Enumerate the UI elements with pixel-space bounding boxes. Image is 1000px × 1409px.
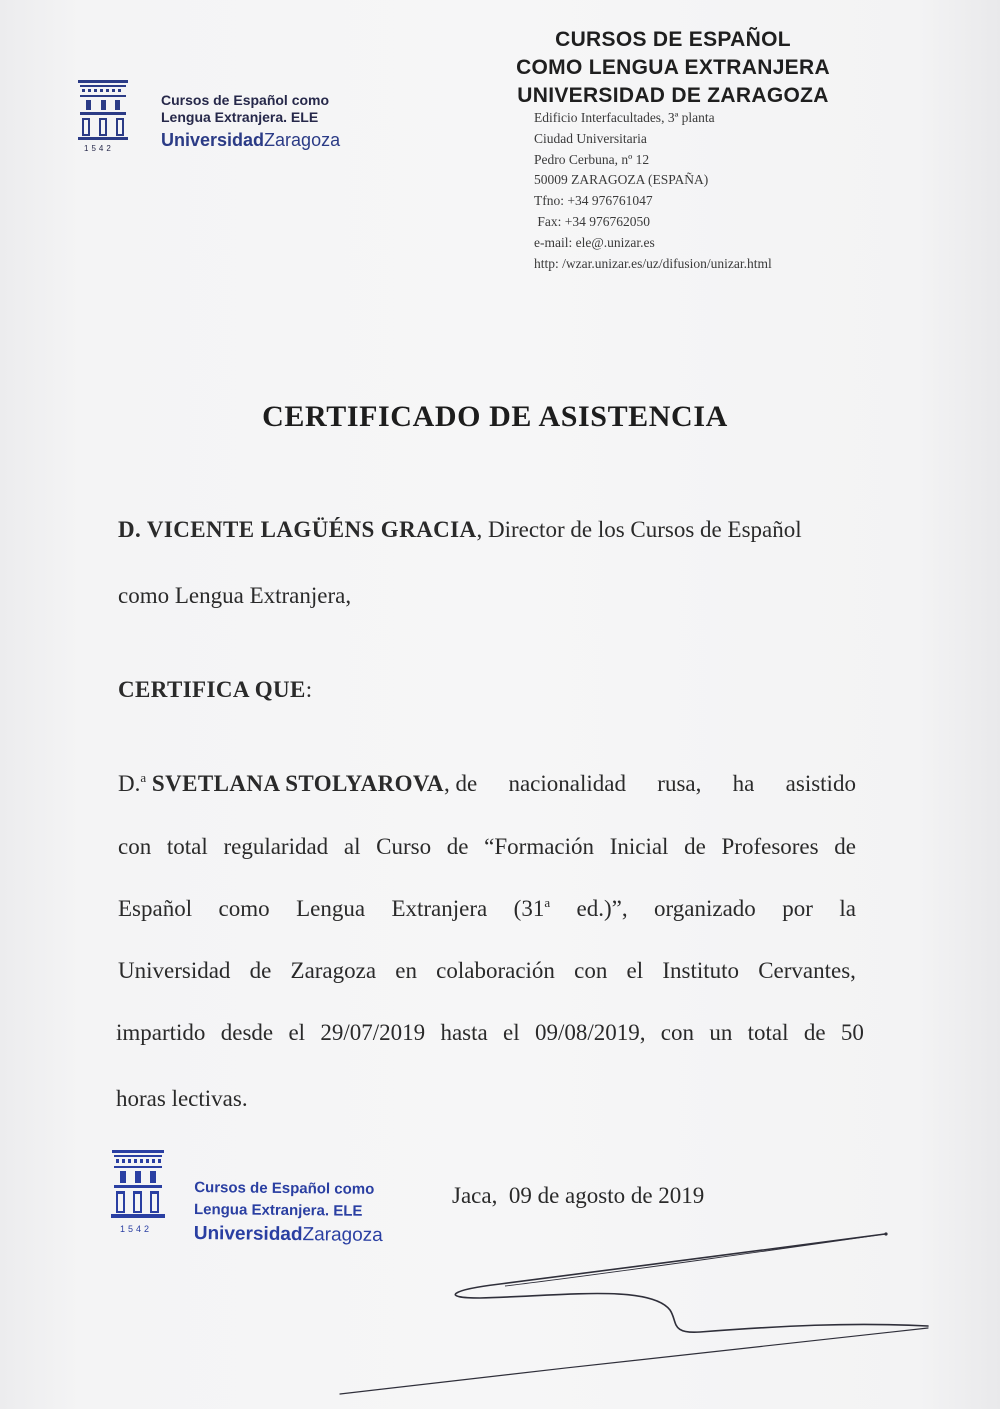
address-line: Ciudad Universitaria xyxy=(534,130,647,146)
issue-date: Jaca, 09 de agosto de 2019 xyxy=(452,1183,705,1208)
stamp-line-1: Cursos de Español como xyxy=(194,1179,375,1198)
url-line: http: /wzar.unizar.es/uz/difusion/unizar.html xyxy=(534,255,772,271)
body-line-2: con total regularidad al Curso de “Formación Inicial de Profesores de xyxy=(118,834,856,859)
stamp-year: 1542 xyxy=(120,1224,153,1234)
stamp-line-2: Lengua Extranjera. ELE xyxy=(193,1201,363,1220)
header-line-2: COMO LENGUA EXTRANJERA xyxy=(516,56,830,79)
logo-year: 1542 xyxy=(84,144,114,153)
header-line-1: CURSOS DE ESPAÑOL xyxy=(555,28,791,51)
header-line-3: UNIVERSIDAD DE ZARAGOZA xyxy=(517,84,829,107)
document-title: CERTIFICADO DE ASISTENCIA xyxy=(262,400,728,433)
intro-line-1 xyxy=(118,517,802,543)
director-signature xyxy=(330,1222,950,1402)
student-name: SVETLANA STOLYAROVA xyxy=(151,771,444,796)
certifica-heading: CERTIFICA QUE: xyxy=(118,677,313,702)
body-line-1: D.$^a$ SVETLANA STOLYAROVA, de nacionalidad rusa, ha asistido xyxy=(118,770,856,796)
director-name: D. VICENTE LAGÜÉNS GRACIA xyxy=(118,517,477,542)
phone-line: Tfno: +34 976761047 xyxy=(534,193,653,209)
student-prefix: D.$^a$ SVETLANA STOLYAROVA, de xyxy=(118,770,478,796)
director-role: , Director de los Cursos de Español xyxy=(476,517,802,542)
fax-line: Fax: +34 976762050 xyxy=(534,213,650,229)
institution-header xyxy=(488,26,858,110)
body-line-6: horas lectivas. xyxy=(116,1086,248,1111)
stamp-line-3: UniversidadZaragoza xyxy=(193,1223,383,1246)
body-line-3: Español como Lengua Extranjera (31$^a$ ed.)”, organizado por la xyxy=(118,895,856,921)
body-line-5: impartido desde el 29/07/2019 hasta el 09/08/2019, con un total de 50 xyxy=(116,1020,864,1045)
email-line: e-mail: ele@.unizar.es xyxy=(534,234,655,250)
logo-line-2: Lengua Extranjera. ELE xyxy=(161,109,319,125)
university-logo xyxy=(74,78,374,158)
logo-line-1: Cursos de Español como xyxy=(161,92,330,108)
intro-line-2: como Lengua Extranjera, xyxy=(118,583,352,608)
body-line-4: Universidad de Zaragoza en colaboración con el Instituto Cervantes, xyxy=(118,958,856,983)
address-block xyxy=(534,108,772,274)
address-line: Pedro Cerbuna, nº 12 xyxy=(534,151,650,167)
address-line: Edificio Interfacultades, 3ª planta xyxy=(534,110,715,125)
address-line: 50009 ZARAGOZA (ESPAÑA) xyxy=(534,172,709,188)
logo-line-3: UniversidadZaragoza xyxy=(161,130,341,150)
